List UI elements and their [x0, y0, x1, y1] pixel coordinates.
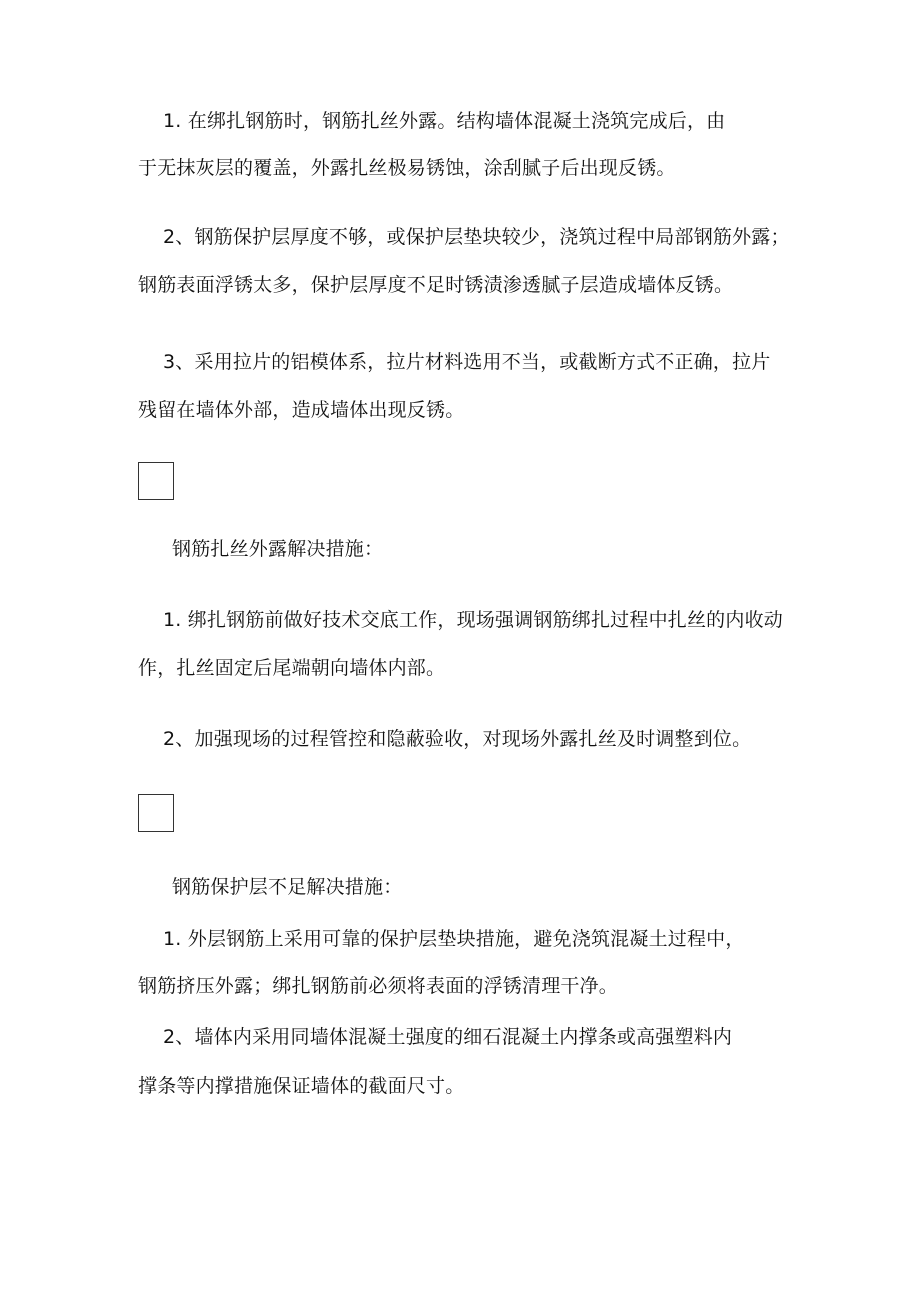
checkbox-cover-layer[interactable]: [138, 794, 174, 832]
cover-item-2-line-1: 2、墙体内采用同墙体混凝土强度的细石混凝土内撑条或高强塑料内: [163, 1026, 733, 1048]
cover-item-1-line-1: 1. 外层钢筋上采用可靠的保护层垫块措施，避免浇筑混凝土过程中，: [163, 928, 745, 950]
cause-3-line-2: 残留在墙体外部，造成墙体出现反锈。: [138, 399, 465, 421]
rebar-tie-wire-heading: 钢筋扎丝外露解决措施：: [172, 538, 384, 560]
cause-1-line-1: 1. 在绑扎钢筋时，钢筋扎丝外露。结构墙体混凝土浇筑完成后，由: [163, 110, 726, 132]
cause-2-line-2: 钢筋表面浮锈太多，保护层厚度不足时锈渍渗透腻子层造成墙体反锈。: [138, 274, 734, 296]
cover-item-2-line-2: 撑条等内撑措施保证墙体的截面尺寸。: [138, 1075, 465, 1097]
tie-wire-item-1-line-2: 作，扎丝固定后尾端朝向墙体内部。: [138, 657, 446, 679]
checkbox-rebar-tie-wire[interactable]: [138, 462, 174, 500]
cause-1-line-2: 于无抹灰层的覆盖，外露扎丝极易锈蚀，涂刮腻子后出现反锈。: [138, 157, 676, 179]
cover-item-1-line-2: 钢筋挤压外露；绑扎钢筋前必须将表面的浮锈清理干净。: [138, 975, 619, 997]
cause-3-line-1: 3、采用拉片的铝模体系，拉片材料选用不当，或截断方式不正确，拉片: [163, 351, 771, 373]
tie-wire-item-1-line-1: 1. 绑扎钢筋前做好技术交底工作，现场强调钢筋绑扎过程中扎丝的内收动: [163, 609, 783, 631]
cover-layer-heading: 钢筋保护层不足解决措施：: [172, 876, 403, 898]
cause-2-line-1: 2、钢筋保护层厚度不够，或保护层垫块较少，浇筑过程中局部钢筋外露；: [163, 226, 790, 248]
tie-wire-item-2-line-1: 2、加强现场的过程管控和隐蔽验收，对现场外露扎丝及时调整到位。: [163, 728, 752, 750]
